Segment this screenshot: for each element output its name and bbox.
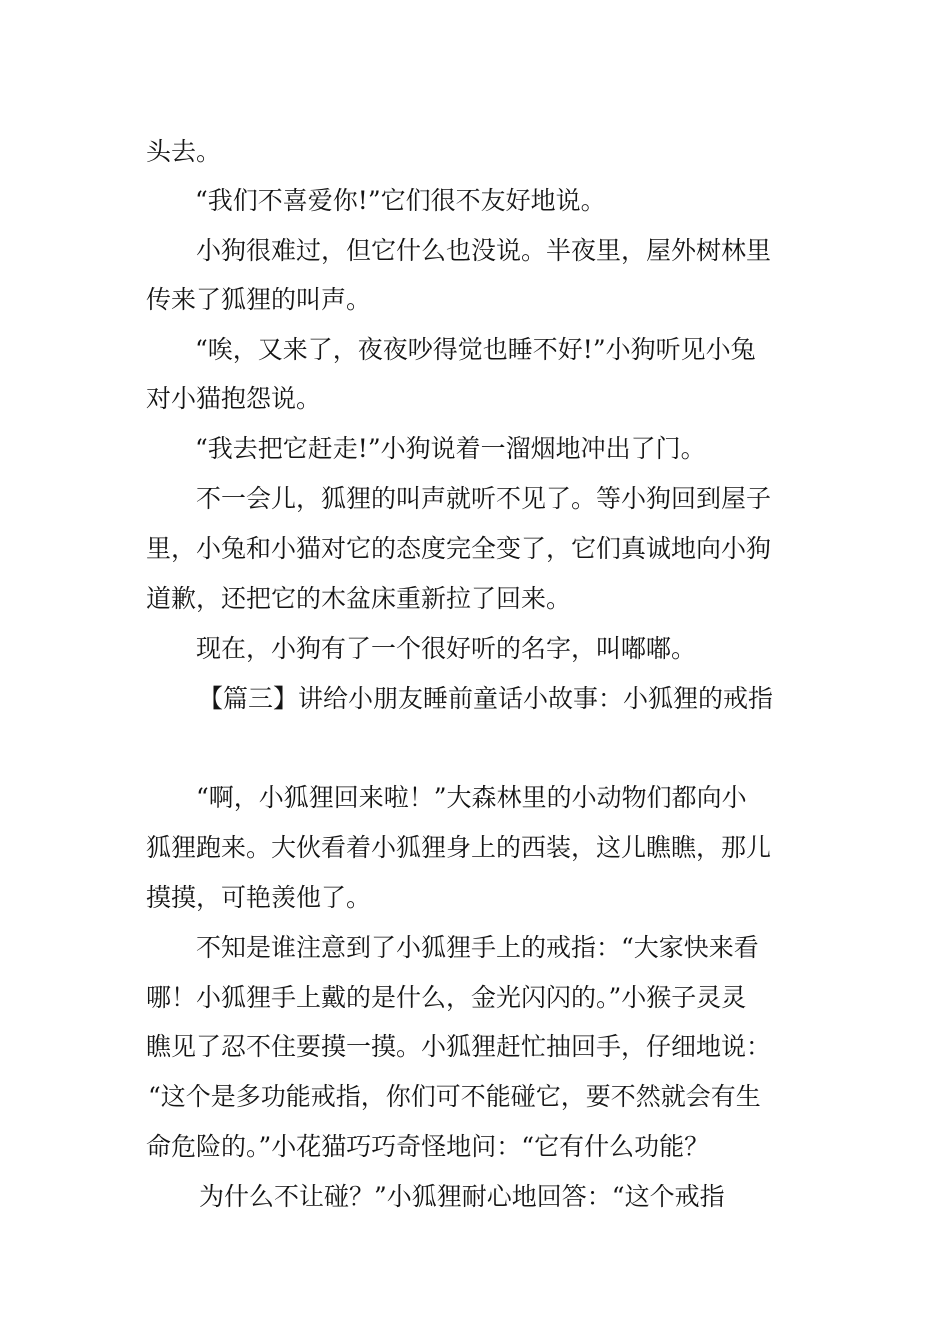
section-heading: 【篇三】讲给小朋友睡前童话小故事：小狐狸的戒指 [198, 684, 774, 713]
text-line: 哪！小狐狸手上戴的是什么，金光闪闪的。”小猴子灵灵 [146, 983, 747, 1012]
text-line: 现在，小狗有了一个很好听的名字，叫嘟嘟。 [196, 634, 697, 663]
text-line: 狐狸跑来。大伙看着小狐狸身上的西装，这儿瞧瞧，那儿 [146, 833, 772, 862]
text-line: “这个是多功能戒指，你们可不能碰它，要不然就会有生 [148, 1082, 761, 1111]
text-line: 小狗很难过，但它什么也没说。半夜里，屋外树林里 [196, 236, 772, 265]
text-line: 不知是谁注意到了小狐狸手上的戒指：“大家快来看 [196, 933, 759, 962]
text-line: 不一会儿，狐狸的叫声就听不见了。等小狗回到屋子 [196, 484, 772, 513]
text-line: 对小猫抱怨说。 [146, 384, 322, 413]
text-line: 摸摸，可艳羡他了。 [146, 883, 372, 912]
text-line: 瞧见了忍不住要摸一摸。小狐狸赶忙抽回手，仔细地说： [146, 1032, 772, 1061]
text-line: “啊，小狐狸回来啦！”大森林里的小动物们都向小 [196, 783, 747, 812]
text-line: “我们不喜爱你!”它们很不友好地说。 [195, 186, 606, 215]
text-line: 传来了狐狸的叫声。 [146, 285, 372, 314]
text-line: 道歉，还把它的木盆床重新拉了回来。 [146, 584, 572, 613]
text-line: 为什么不让碰？”小狐狸耐心地回答：“这个戒指 [199, 1182, 725, 1211]
text-line: 里，小兔和小猫对它的态度完全变了，它们真诚地向小狗 [146, 534, 772, 563]
text-line: “唉，又来了，夜夜吵得觉也睡不好!”小狗听见小兔 [195, 335, 756, 364]
text-line: 头去。 [146, 137, 222, 166]
text-line: 命危险的。”小花猫巧巧奇怪地问：“它有什么功能？ [146, 1132, 710, 1161]
text-line: “我去把它赶走!”小狗说着一溜烟地冲出了门。 [195, 434, 706, 463]
